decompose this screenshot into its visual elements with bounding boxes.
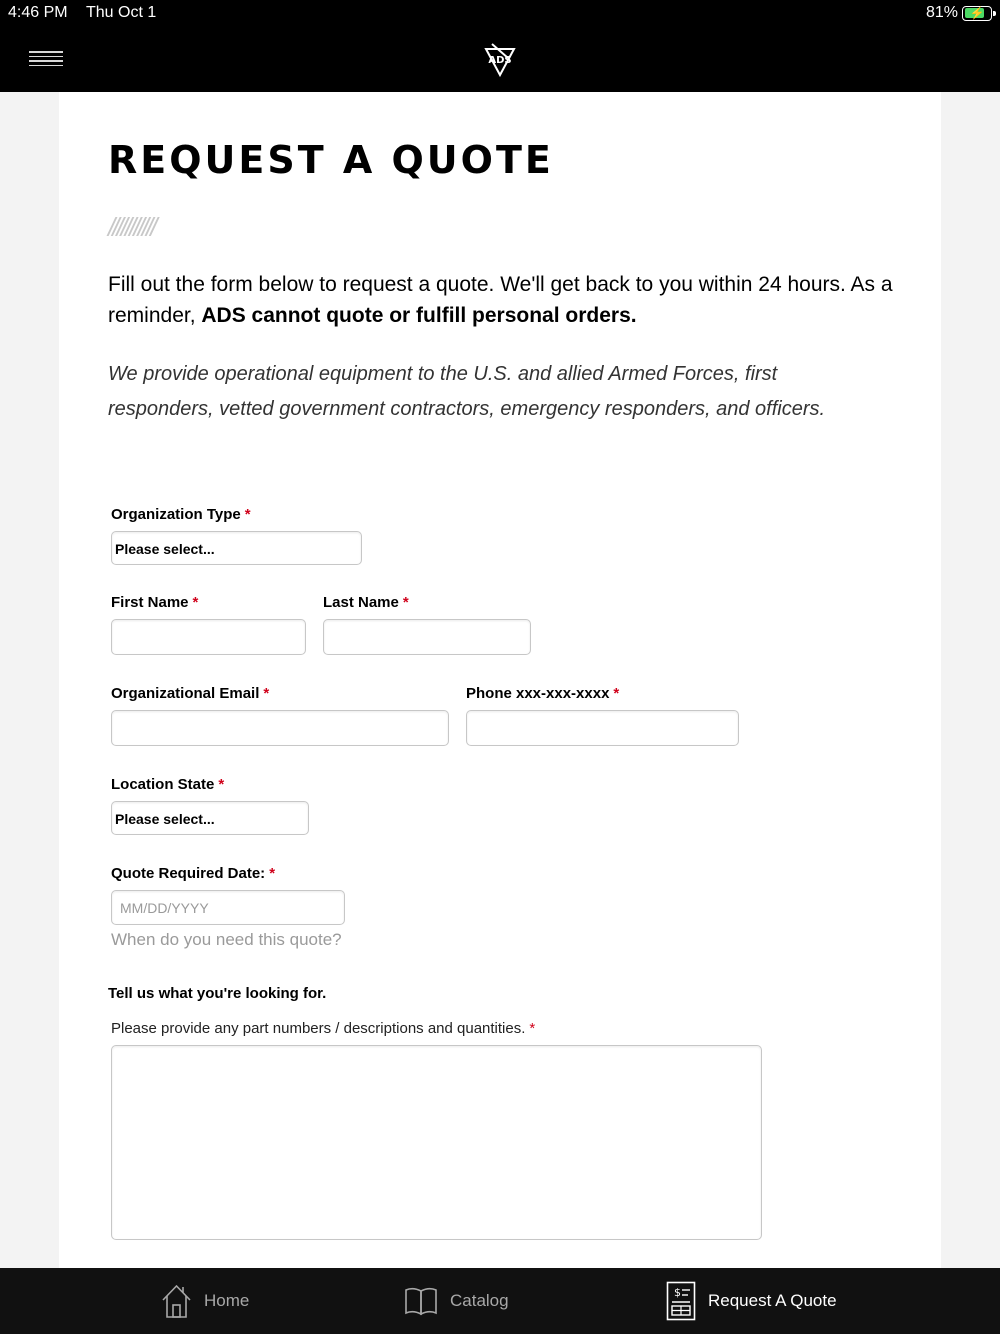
required-mark: * xyxy=(263,685,270,702)
status-time: 4:46 PM xyxy=(8,4,68,21)
battery-tip xyxy=(993,11,996,16)
email-label xyxy=(111,685,269,702)
organization-type-select[interactable]: Please select... xyxy=(111,531,362,565)
status-bar xyxy=(0,0,1000,26)
location-state-label-text: Location State xyxy=(111,776,215,793)
tab-request-quote-label: Request A Quote xyxy=(708,1291,837,1310)
status-date: Thu Oct 1 xyxy=(86,4,157,21)
last-name-label xyxy=(323,594,409,611)
intro-regular: Fill out the form below to request a quote. We'll get back to you within 24 hours. As a reminder, xyxy=(108,273,893,327)
svg-text:$: $ xyxy=(674,1286,681,1299)
required-mark: * xyxy=(244,506,251,523)
home-icon xyxy=(161,1283,192,1319)
required-mark: * xyxy=(192,594,199,611)
first-name-label-text: First Name xyxy=(111,594,189,611)
tab-catalog[interactable] xyxy=(404,1268,509,1334)
location-state-label xyxy=(111,776,224,793)
required-mark: * xyxy=(269,865,276,882)
battery-icon xyxy=(962,6,992,21)
battery-percent: 81% xyxy=(925,4,958,21)
eligibility-note: We provide operational equipment to the U.S. and allied Armed Forces, first responders, vetted government contractors, emergency responders, and officers. xyxy=(108,363,826,420)
quote-date-input[interactable]: MM/DD/YYYY xyxy=(111,890,345,925)
phone-label-text: Phone xxx-xxx-xxxx xyxy=(466,685,610,702)
required-mark: * xyxy=(613,685,620,702)
tab-bar xyxy=(0,1268,1000,1334)
intro-bold: ADS cannot quote or fulfill personal orders. xyxy=(201,304,637,327)
tab-request-quote[interactable] xyxy=(666,1268,837,1334)
tab-catalog-label: Catalog xyxy=(450,1291,509,1310)
tab-home-label: Home xyxy=(204,1291,250,1310)
nav-bar xyxy=(0,26,1000,92)
quote-date-label xyxy=(111,865,275,882)
required-mark: * xyxy=(218,776,225,793)
organization-type-label xyxy=(111,506,251,523)
first-name-label xyxy=(111,594,198,611)
first-name-input[interactable] xyxy=(111,619,306,655)
looking-for-label-text: Please provide any part numbers / descriptions and quantities. xyxy=(111,1020,526,1037)
quote-date-help: When do you need this quote? xyxy=(111,930,342,949)
tab-home[interactable] xyxy=(161,1268,249,1334)
content-card xyxy=(59,92,941,1268)
looking-for-heading: Tell us what you're looking for. xyxy=(108,985,327,1002)
quote-document-icon xyxy=(666,1281,696,1321)
phone-input[interactable] xyxy=(466,710,739,746)
status-right xyxy=(926,4,992,22)
last-name-label-text: Last Name xyxy=(323,594,399,611)
phone-label xyxy=(466,685,619,702)
logo-text: ADS xyxy=(488,55,512,66)
hamburger-menu-icon[interactable] xyxy=(29,51,63,69)
email-label-text: Organizational Email xyxy=(111,685,260,702)
required-mark: * xyxy=(402,594,409,611)
looking-for-label xyxy=(111,1020,535,1037)
required-mark: * xyxy=(529,1020,536,1037)
ads-logo[interactable] xyxy=(483,42,517,78)
page-title: REQUEST A QUOTE xyxy=(108,138,554,182)
book-icon xyxy=(404,1286,438,1316)
quote-date-label-text: Quote Required Date: xyxy=(111,865,266,882)
location-state-select[interactable]: Please select... xyxy=(111,801,309,835)
last-name-input[interactable] xyxy=(323,619,531,655)
title-decoration: /////////// xyxy=(108,212,155,242)
intro-text xyxy=(108,269,898,331)
email-input[interactable] xyxy=(111,710,449,746)
looking-for-textarea[interactable] xyxy=(111,1045,762,1240)
bolt-icon: ⚡ xyxy=(969,5,985,20)
organization-type-label-text: Organization Type xyxy=(111,506,241,523)
